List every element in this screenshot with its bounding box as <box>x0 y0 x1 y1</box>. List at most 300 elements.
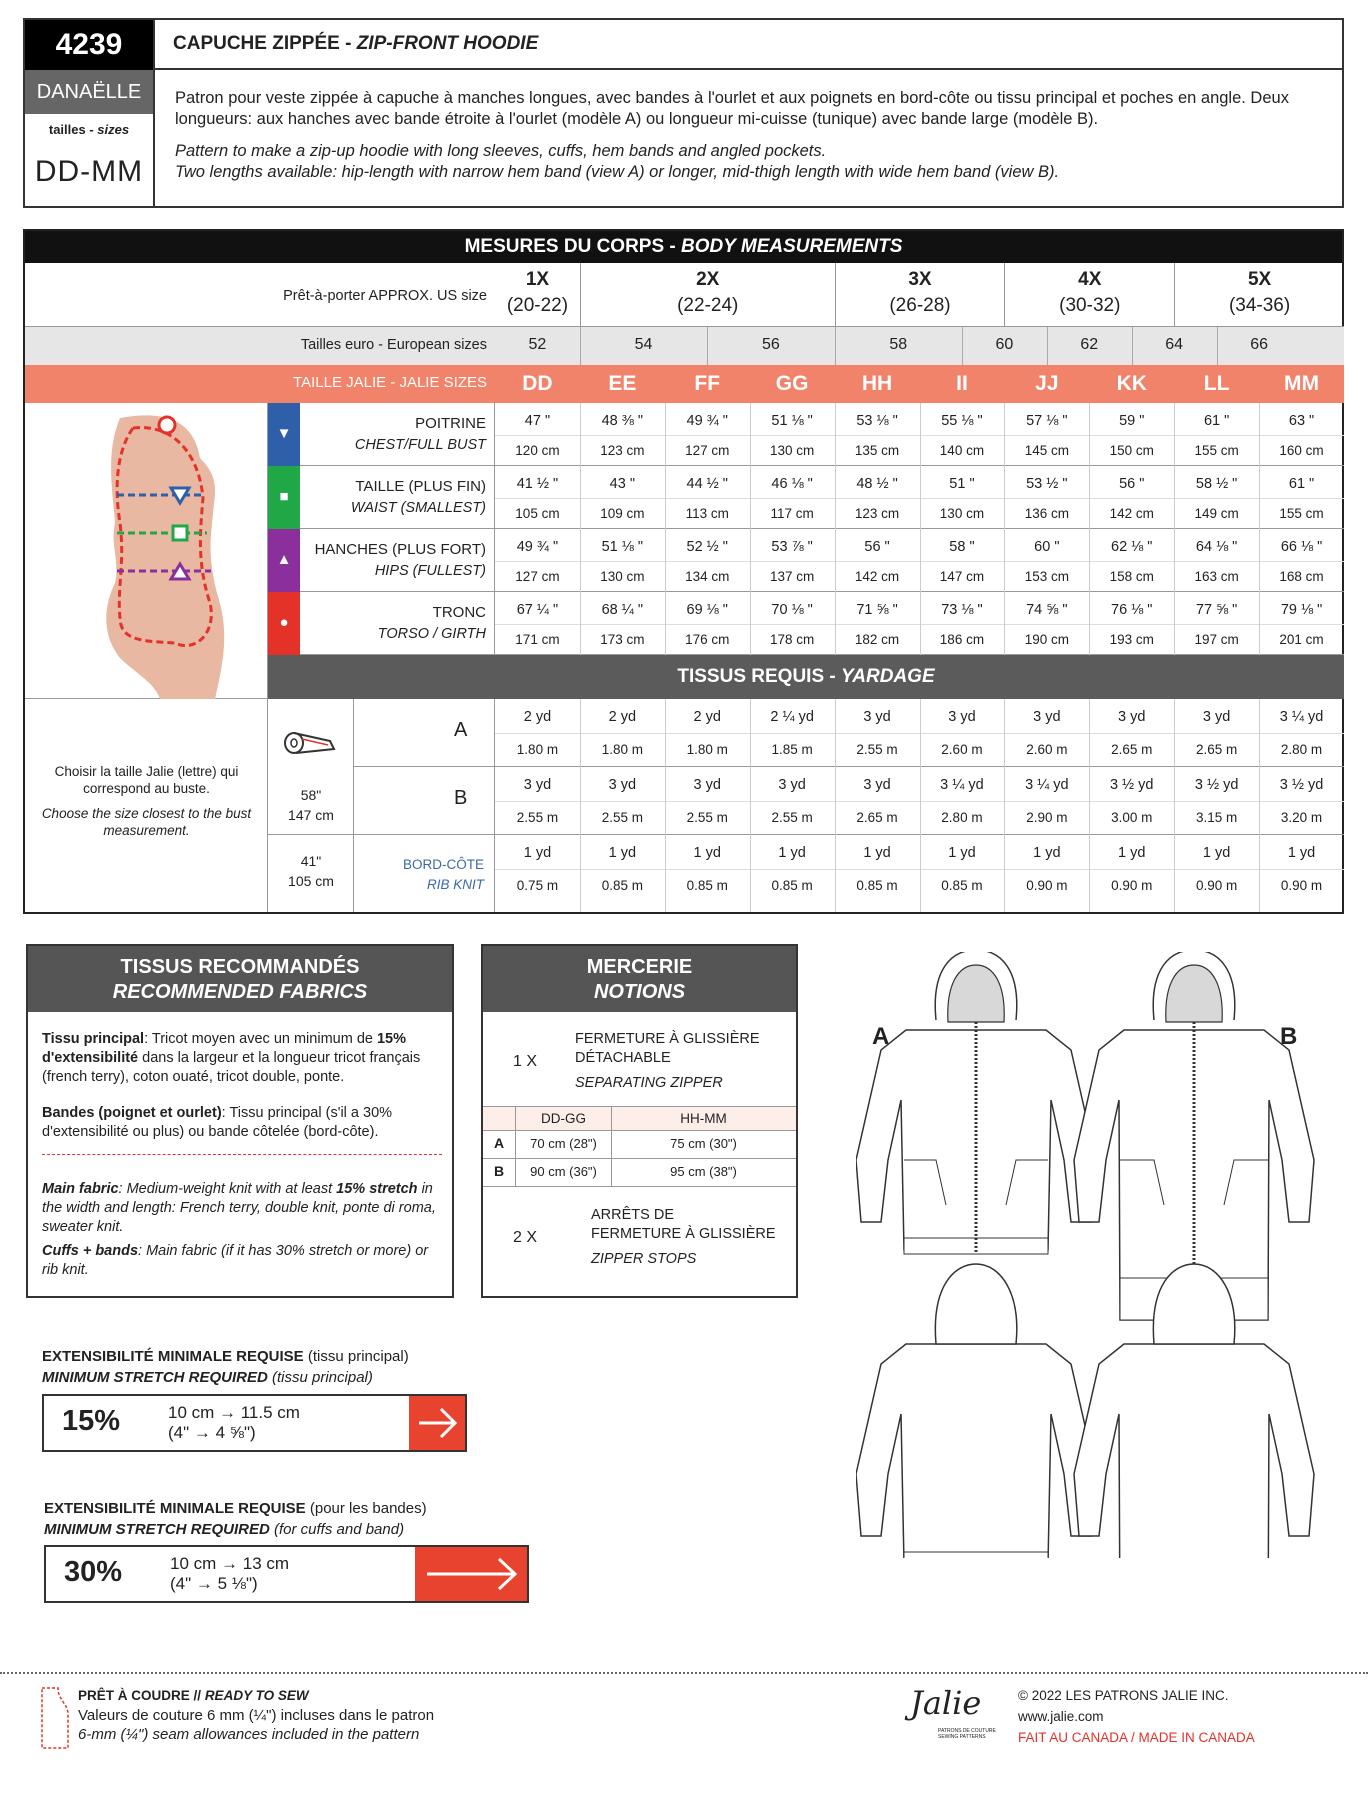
measure-cm: 158 cm <box>1109 569 1154 584</box>
notions-title-en: NOTIONS <box>593 981 686 1003</box>
jalie-size: II <box>956 372 968 395</box>
yardage-yd: 3 yd <box>863 777 891 793</box>
measure-label <box>300 466 495 529</box>
measure-label-fr: POITRINE <box>415 415 486 432</box>
us-size-cell <box>580 263 835 327</box>
main-fabric-fr-text-1: : Tricot moyen avec un minimum de <box>144 1031 377 1047</box>
stops-en: ZIPPER STOPS <box>591 1251 697 1267</box>
euro-size: 56 <box>762 336 780 353</box>
view-a-label: A <box>872 1023 890 1050</box>
measure-inches: 51 ⅛ " <box>771 413 813 429</box>
measure-inches: 53 ⅛ " <box>856 413 898 429</box>
measure-inches: 59 " <box>1119 413 1145 429</box>
ready-en: READY TO SEW <box>204 1688 309 1703</box>
yardage-m: 0.90 m <box>1280 878 1323 893</box>
euro-size: 62 <box>1080 336 1099 353</box>
yardage-m: 1.80 m <box>601 742 643 757</box>
us-size-cell <box>1004 263 1174 327</box>
description-en <box>175 141 1328 183</box>
jalie-size: GG <box>775 372 809 395</box>
measure-inches: 68 ¼ " <box>601 602 644 618</box>
measure-inches: 63 " <box>1288 413 1315 429</box>
stretch-gauge-bands <box>44 1545 529 1603</box>
jalie-sizes-row <box>25 365 1344 403</box>
stretch-main-values <box>168 1403 300 1443</box>
measure-cm: 171 cm <box>515 632 560 647</box>
yardage-yd: 3 yd <box>1202 709 1231 725</box>
yardage-yd: 3 yd <box>1118 709 1146 725</box>
zipper-length-1: 90 cm (36") <box>530 1164 597 1179</box>
zipper-row-divider <box>483 1158 796 1159</box>
measure-inches: 71 ⅝ " <box>856 602 898 618</box>
jalie-size: HH <box>861 372 893 395</box>
measure-label-fr: TAILLE (PLUS FIN) <box>355 478 486 495</box>
recommended-fabrics-box <box>26 944 454 1298</box>
measure-label-en: CHEST/FULL BUST <box>354 437 486 453</box>
yardage-m: 2.55 m <box>686 810 728 825</box>
us-size-name: 3X <box>908 269 932 290</box>
stretch-bands-note-fr: (pour les bandes) <box>309 1500 427 1517</box>
measure-cm: 155 cm <box>1279 506 1324 521</box>
yardage-yd: 2 yd <box>523 709 552 725</box>
waist-marker-icon <box>173 526 187 540</box>
measure-cm: 182 cm <box>854 632 900 647</box>
body-silhouette <box>106 415 224 699</box>
measure-cm: 150 cm <box>1109 443 1154 458</box>
measure-cm: 160 cm <box>1279 443 1324 458</box>
header-left-panel <box>25 20 155 206</box>
triangle-down-icon: ▼ <box>276 424 292 442</box>
measure-cm: 120 cm <box>515 443 560 458</box>
body-measurements-table <box>23 229 1344 914</box>
measure-label <box>300 529 495 592</box>
bands-fr-label: Bandes (poignet et ourlet) <box>42 1105 222 1121</box>
measure-cm: 123 cm <box>854 506 900 521</box>
yardage-row-divider <box>354 766 1344 767</box>
yardage-m: 0.90 m <box>1111 878 1153 893</box>
rtw-label-cell <box>25 263 495 327</box>
yardage-m: 3.20 m <box>1280 810 1323 825</box>
us-size-cell <box>1174 263 1344 327</box>
jalie-size: EE <box>608 372 637 395</box>
yardage-yd: 1 yd <box>1118 845 1146 861</box>
yardage-yd: 3 ½ yd <box>1279 777 1324 793</box>
measure-cm: 137 cm <box>769 569 815 584</box>
sizes-label: tailles - sizes <box>48 122 130 137</box>
measurements-title-fr: MESURES DU CORPS <box>464 236 665 257</box>
measure-cm: 136 cm <box>1024 506 1069 521</box>
measure-cm: 190 cm <box>1024 632 1069 647</box>
yardage-m: 1.80 m <box>686 742 728 757</box>
fabrics-title-en: RECOMMENDED FABRICS <box>112 981 368 1003</box>
yardage-yd: 3 yd <box>863 709 891 725</box>
measure-cm: 142 cm <box>854 569 900 584</box>
yardage-m: 2.65 m <box>856 810 898 825</box>
measure-cm: 173 cm <box>600 632 645 647</box>
yardage-m: 0.85 m <box>856 878 898 893</box>
zipper-fr <box>575 1030 760 1068</box>
ready-to-sew: PRÊT À COUDRE // READY TO SEW <box>78 1688 309 1703</box>
measure-inches: 77 ⅝ " <box>1195 602 1238 618</box>
zipper-en: SEPARATING ZIPPER <box>575 1075 723 1091</box>
view-b-label: B <box>1280 1023 1298 1050</box>
cuffs-en <box>42 1242 446 1280</box>
yardage-yd: 1 yd <box>778 845 806 861</box>
triangle-up-icon: ▲ <box>276 550 292 568</box>
yardage-m: 2.90 m <box>1026 810 1068 825</box>
measure-cm: 127 cm <box>515 569 560 584</box>
us-size-range: (30-32) <box>1059 295 1121 316</box>
euro-size: 58 <box>889 336 908 353</box>
column-divider <box>835 403 836 655</box>
main-fabric-en-text-1: : Medium-weight knit with at least <box>118 1181 337 1197</box>
measure-inches: 53 ⅞ " <box>771 539 813 555</box>
yardage-row-divider <box>354 834 1344 835</box>
stretch-bands-values <box>170 1554 289 1594</box>
rib-width-in: 41" <box>300 853 322 869</box>
stretch-bands-arrow <box>415 1547 527 1601</box>
torso-marker-icon <box>159 417 175 433</box>
stretch-bands-line-1: 10 cm → 13 cm <box>170 1554 290 1573</box>
euro-divider <box>835 327 836 365</box>
yardage-m: 2.80 m <box>1280 742 1323 757</box>
jalie-size: DD <box>522 372 553 395</box>
yardage-m: 0.90 m <box>1026 878 1068 893</box>
zipper-length-2: 95 cm (38") <box>670 1164 737 1179</box>
yardage-yd: 3 ½ yd <box>1194 777 1239 793</box>
yardage-title-fr: TISSUS REQUIS <box>677 666 825 687</box>
view-a-back-drawing <box>856 1264 1096 1558</box>
pattern-piece-icon <box>38 1684 72 1752</box>
measure-inches: 47 " <box>524 413 551 429</box>
column-divider <box>920 403 921 655</box>
title-fr: CAPUCHE ZIPPÉE <box>173 33 340 54</box>
yardage-m: 3.15 m <box>1195 810 1238 825</box>
sizes-label-en: sizes <box>97 122 130 137</box>
us-size-name: 4X <box>1078 269 1102 290</box>
measure-cm: 142 cm <box>1109 506 1154 521</box>
column-divider <box>665 403 666 655</box>
yardage-m: 2.80 m <box>941 810 983 825</box>
cuffs-en-label: Cuffs + bands <box>42 1243 139 1259</box>
yardage-m: 0.85 m <box>686 878 728 893</box>
euro-size: 60 <box>995 336 1014 353</box>
view-b-back-drawing <box>1074 1264 1314 1558</box>
measure-inches: 74 ⅝ " <box>1026 602 1068 618</box>
euro-size: 66 <box>1250 336 1268 353</box>
yardage-yd: 3 yd <box>1033 709 1061 725</box>
rib-width-cm: 105 cm <box>288 873 334 889</box>
measure-inches: 64 ⅛ " <box>1195 539 1238 555</box>
measure-inches: 70 ⅛ " <box>771 602 813 618</box>
column-divider <box>665 699 666 912</box>
column-divider <box>580 403 581 655</box>
zipper-row-divider <box>483 1186 796 1187</box>
column-divider <box>750 403 751 655</box>
jalie-size: LL <box>1203 372 1230 395</box>
column-divider <box>1259 699 1260 912</box>
view-a-front-drawing <box>856 952 1096 1254</box>
measure-label-fr: TRONC <box>432 604 486 621</box>
column-divider <box>1174 699 1175 912</box>
column-divider <box>1089 403 1090 655</box>
jalie-size: KK <box>1116 372 1147 395</box>
measurements-title: MESURES DU CORPS - BODY MEASUREMENTS <box>25 231 1342 263</box>
square-icon: ■ <box>279 487 289 505</box>
yardage-m: 2.65 m <box>1195 742 1238 757</box>
measure-inches: 51 ⅛ " <box>601 539 644 555</box>
measure-cm: 168 cm <box>1279 569 1324 584</box>
measure-cm: 134 cm <box>685 569 730 584</box>
yardage-title: TISSUS REQUIS - YARDAGE <box>268 655 1344 699</box>
jalie-logo <box>908 1684 996 1750</box>
sizes-label-fr: tailles <box>48 122 86 137</box>
zipper-table-header <box>483 1107 796 1131</box>
main-fabric-width <box>268 785 354 825</box>
rtw-label: Prêt-à-porter APPROX. US size <box>283 288 487 304</box>
yardage-yd: 3 ¼ yd <box>940 777 984 793</box>
yardage-m: 2.55 m <box>601 810 643 825</box>
description-fr: Patron pour veste zippée à capuche à manches longues, avec bandes à l'ourlet et aux poignets en bord-côte ou tissu principal et poches en angle. Deux longueurs: aux hanches avec bande étroite à l'ourlet (modèle A) ou longueur mi-cuisse (tunique) avec bande large (modèle B). <box>175 89 1289 128</box>
notions-box <box>481 944 798 1298</box>
measure-inches: 56 " <box>1119 476 1145 492</box>
yardage-view-letter: B <box>454 787 468 809</box>
measure-color-bar <box>268 466 300 529</box>
measure-inches: 69 ⅛ " <box>686 602 728 618</box>
main-fabric-fr <box>42 1030 446 1087</box>
fabrics-divider <box>42 1154 442 1155</box>
size-range: DD-MM <box>34 155 144 188</box>
euro-divider <box>962 327 963 365</box>
yardage-m: 1.85 m <box>771 742 813 757</box>
zipper-qty: 1 X <box>513 1053 538 1070</box>
measure-cm: 105 cm <box>515 506 560 521</box>
jalie-size: MM <box>1284 372 1320 395</box>
stretch-bands-label-en: MINIMUM STRETCH REQUIRED <box>44 1521 270 1538</box>
hoodie-technical-drawings <box>856 952 1340 1558</box>
measure-label-fr: HANCHES (PLUS FORT) <box>314 541 486 558</box>
measure-inches: 58 " <box>949 539 975 555</box>
measure-cm: 147 cm <box>939 569 985 584</box>
zipper-row-label: B <box>493 1163 505 1179</box>
website-link[interactable]: www.jalie.com <box>1018 1709 1104 1724</box>
choose-size-fr: Choisir la taille Jalie (lettre) qui correspond au buste. <box>54 764 239 796</box>
us-size-range: (34-36) <box>1228 295 1291 316</box>
yardage-yd: 2 yd <box>693 709 721 725</box>
designer-name: DANAËLLE <box>25 70 153 114</box>
stops-fr-1: ARRÊTS DE <box>591 1207 674 1223</box>
us-size-range: (26-28) <box>889 295 951 316</box>
zipper-length-1: 70 cm (28") <box>530 1136 597 1151</box>
stretch-main-label-en: MINIMUM STRETCH REQUIRED <box>42 1369 268 1386</box>
measure-label <box>300 592 495 655</box>
measure-label-en: HIPS (FULLEST) <box>374 563 486 579</box>
jalie-sizes-label: TAILLE JALIE - JALIE SIZES <box>293 374 487 391</box>
rib-fabric-width <box>268 851 354 891</box>
euro-cells <box>495 327 1344 365</box>
body-figure-panel <box>25 403 268 699</box>
euro-divider <box>1047 327 1048 365</box>
yardage-m: 2.60 m <box>1026 742 1068 757</box>
measure-inches: 53 ½ " <box>1026 476 1068 492</box>
yardage-yd: 1 yd <box>608 845 637 861</box>
column-divider <box>920 699 921 912</box>
zipper-length-2: 75 cm (30") <box>670 1136 737 1151</box>
yardage-title-en: YARDAGE <box>841 666 935 687</box>
yardage-yd: 3 yd <box>523 777 552 793</box>
yardage-yd: 3 yd <box>608 777 637 793</box>
measure-inches: 67 ¼ " <box>516 602 559 618</box>
measure-inches: 49 ¾ " <box>516 539 559 555</box>
yardage-yd: 1 yd <box>1202 845 1231 861</box>
yardage-view-letter: A <box>454 719 468 741</box>
main-fabric-en-pct: 15% stretch <box>336 1181 418 1197</box>
logo-subtitle <box>938 1728 996 1740</box>
yardage-m: 0.85 m <box>941 878 983 893</box>
yardage-m: 0.85 m <box>601 878 643 893</box>
measure-cm: 176 cm <box>685 632 730 647</box>
measure-cm: 109 cm <box>600 506 645 521</box>
measure-inches: 73 ⅛ " <box>941 602 983 618</box>
stretch-main-arrow <box>409 1396 465 1450</box>
yardage-yd: 3 ¼ yd <box>1279 709 1324 725</box>
measure-cm: 197 cm <box>1194 632 1239 647</box>
rib-width-cell <box>268 835 354 912</box>
yardage-yd: 1 yd <box>863 845 891 861</box>
yardage-view-label <box>354 699 495 767</box>
logo-sub-2: SEWING PATTERNS <box>938 1734 986 1740</box>
stretch-bands-label <box>44 1498 427 1540</box>
pattern-description <box>175 88 1328 194</box>
yardage-yd: 1 yd <box>1287 845 1316 861</box>
stretch-main-line-1: 10 cm → 11.5 cm <box>168 1403 300 1422</box>
pattern-number: 4239 <box>25 20 153 70</box>
zipper-fr-1: FERMETURE À GLISSIÈRE <box>575 1031 760 1047</box>
euro-size: 64 <box>1165 336 1184 353</box>
measure-cm: 186 cm <box>939 632 985 647</box>
jalie-cells <box>495 365 1344 403</box>
column-divider <box>835 699 836 912</box>
main-width-cm: 147 cm <box>288 807 334 823</box>
body-measurement-figure <box>25 403 268 699</box>
jalie-size: JJ <box>1035 372 1059 395</box>
us-size-cell <box>495 263 580 327</box>
zipper-fr-2: DÉTACHABLE <box>575 1050 671 1066</box>
fabrics-title-fr: TISSUS RECOMMANDÉS <box>120 956 360 978</box>
yardage-m: 0.90 m <box>1195 878 1238 893</box>
measure-cm: 130 cm <box>769 443 815 458</box>
euro-divider <box>1217 327 1218 365</box>
measure-inches: 61 " <box>1203 413 1230 429</box>
measurement-rows <box>268 403 1344 655</box>
yardage-yd: 3 yd <box>693 777 721 793</box>
column-divider <box>1174 403 1175 655</box>
circle-icon: ● <box>279 613 289 631</box>
measure-cm: 113 cm <box>685 506 729 521</box>
logo-text: Jalie <box>910 1684 982 1722</box>
column-divider <box>1004 403 1005 655</box>
column-divider <box>1089 699 1090 912</box>
column-divider <box>1004 699 1005 912</box>
measure-inches: 66 ⅛ " <box>1280 539 1323 555</box>
ready-fr: PRÊT À COUDRE <box>78 1688 190 1703</box>
stops-fr <box>591 1206 776 1244</box>
footer-divider <box>0 1672 1368 1674</box>
title-en: ZIP-FRONT HOODIE <box>356 33 539 54</box>
yardage-m: 0.75 m <box>516 878 559 893</box>
yardage-yd: 1 yd <box>948 845 976 861</box>
stretch-main-pct: 15% <box>62 1405 121 1437</box>
measure-inches: 43 " <box>609 476 635 492</box>
measure-cm: 153 cm <box>1024 569 1069 584</box>
stretch-bands-label-fr: EXTENSIBILITÉ MINIMALE REQUISE <box>44 1500 306 1517</box>
measure-inches: 51 " <box>949 476 975 492</box>
measure-label-en: WAIST (SMALLEST) <box>350 500 486 516</box>
measure-cm: 178 cm <box>769 632 815 647</box>
measure-cm: 149 cm <box>1194 506 1239 521</box>
copyright: © 2022 LES PATRONS JALIE INC. <box>1018 1688 1229 1703</box>
measure-cm: 140 cm <box>939 443 985 458</box>
measure-label-en: TORSO / GIRTH <box>377 626 486 642</box>
stretch-main-label <box>42 1346 409 1388</box>
stretch-bands-line-2: (4" → 5 ⅛") <box>170 1574 258 1593</box>
us-size-cell <box>835 263 1005 327</box>
seam-en: 6-mm (¼") seam allowances included in the pattern <box>78 1726 420 1743</box>
measure-cm: 135 cm <box>854 443 900 458</box>
rib-label-en: RIB KNIT <box>426 877 484 892</box>
euro-size: 52 <box>528 336 547 353</box>
measure-inches: 55 ⅛ " <box>941 413 983 429</box>
measure-inches: 52 ½ " <box>686 539 728 555</box>
us-size-name: 2X <box>696 269 720 290</box>
measure-inches: 61 " <box>1288 476 1315 492</box>
yardage-view-label <box>354 767 495 835</box>
pattern-header <box>23 18 1344 208</box>
main-width-in: 58" <box>300 787 322 803</box>
arrow-right-icon <box>409 1396 465 1450</box>
measure-inches: 57 ⅛ " <box>1026 413 1068 429</box>
us-size-name: 5X <box>1247 269 1272 290</box>
stretch-bands-pct: 30% <box>64 1556 123 1588</box>
stretch-bands-note-en: (for cuffs and band) <box>274 1521 405 1538</box>
rib-label-fr: BORD-CÔTE <box>403 857 484 872</box>
fabric-roll-icon <box>282 725 338 757</box>
seam-fr: Valeurs de couture 6 mm (¼") incluses dans le patron <box>78 1707 435 1724</box>
yardage-yd: 1 yd <box>523 845 552 861</box>
yardage-yd: 1 yd <box>1033 845 1061 861</box>
measure-cm: 117 cm <box>770 506 814 521</box>
zipper-row-label: A <box>493 1135 505 1151</box>
measure-cm: 145 cm <box>1024 443 1069 458</box>
made-in-canada: FAIT AU CANADA / MADE IN CANADA <box>1018 1730 1255 1745</box>
stops-qty: 2 X <box>513 1229 538 1246</box>
measure-color-bar <box>268 592 300 655</box>
fabrics-title <box>28 946 452 1012</box>
main-fabric-fr-pct: 15% d'extensibilité <box>42 1031 407 1066</box>
measure-inches: 76 ⅛ " <box>1111 602 1153 618</box>
yardage-yd: 2 yd <box>608 709 637 725</box>
main-fabric-en <box>42 1180 446 1237</box>
stretch-gauge-main <box>42 1394 467 1452</box>
main-fabric-en-text-2: in the width and length: French terry, double knit, ponte di roma, sweater knit. <box>42 1181 436 1235</box>
yardage-yd: 3 yd <box>778 777 806 793</box>
euro-divider <box>1132 327 1133 365</box>
column-divider <box>750 699 751 912</box>
main-fabric-width-cell <box>268 699 354 835</box>
arrow-right-icon <box>415 1547 527 1601</box>
yardage-yd: 3 yd <box>948 709 976 725</box>
us-size-name: 1X <box>525 269 550 290</box>
